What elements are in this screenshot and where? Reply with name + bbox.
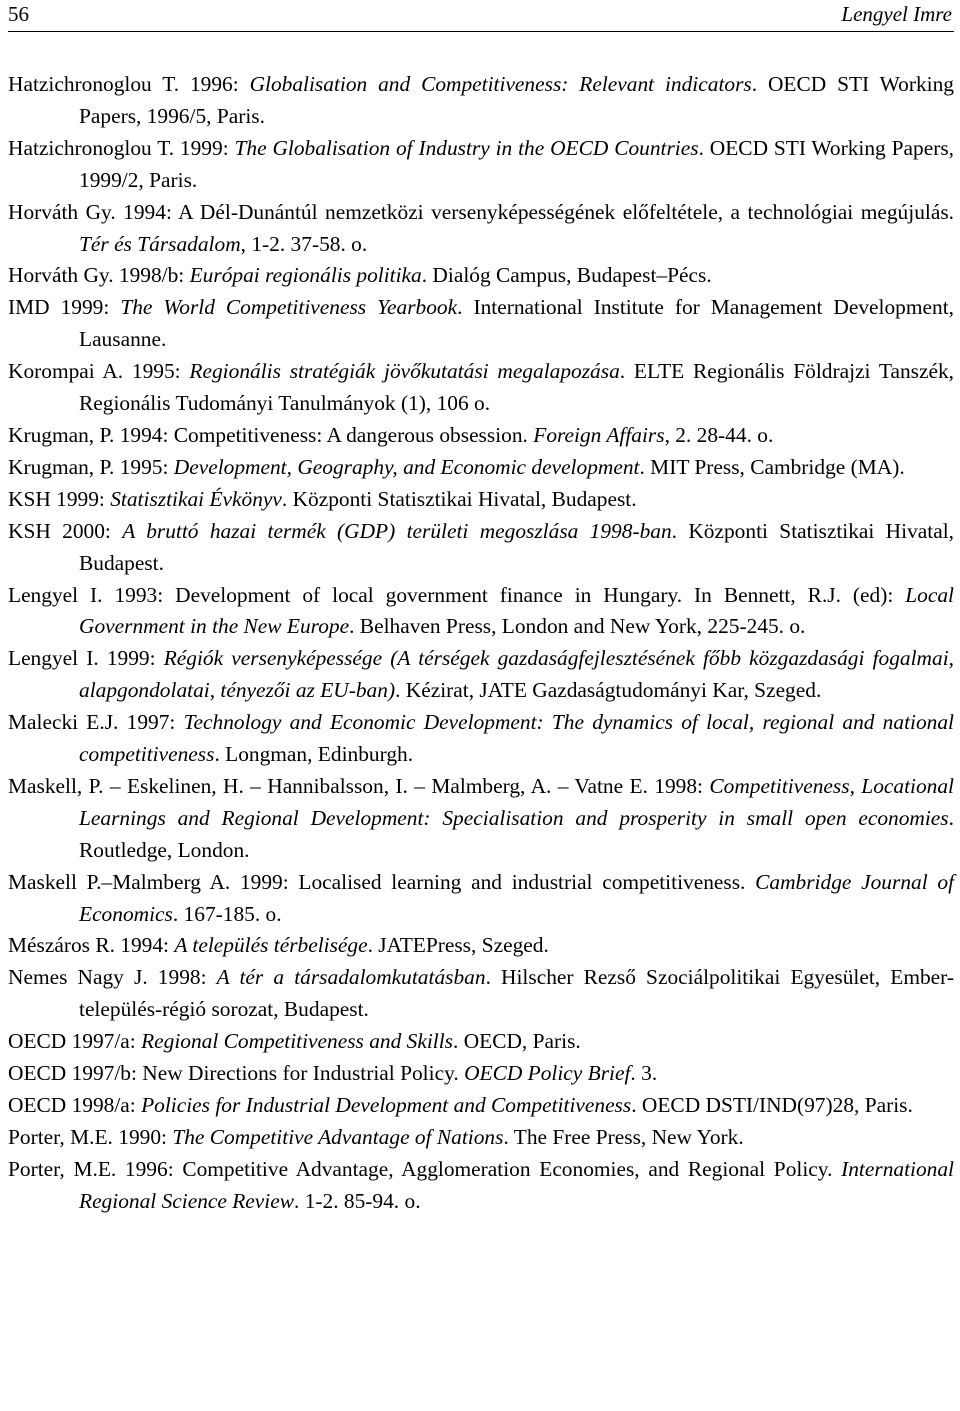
reference-title: Európai regionális politika bbox=[189, 263, 422, 288]
reference-text: . OECD, Paris. bbox=[453, 1029, 581, 1054]
reference-text: Mészáros R. 1994: bbox=[8, 933, 175, 958]
reference-text: , 1-2. 37-58. o. bbox=[240, 231, 368, 256]
reference-entry bbox=[8, 867, 954, 931]
reference-text: . Routledge, London. bbox=[79, 805, 954, 862]
reference-entry bbox=[8, 197, 954, 261]
reference-text: Maskell, P. – Eskelinen, H. – Hannibalsson, I. – Malmberg, A. – Vatne E. 1998: bbox=[8, 773, 710, 798]
reference-text: . ELTE Regionális Földrajzi Tanszék, Regionális Tudományi Tanulmányok (1), 106 o. bbox=[79, 359, 954, 416]
reference-text: , 2. 28-44. o. bbox=[664, 422, 774, 447]
reference-entry bbox=[8, 260, 954, 292]
reference-entry bbox=[8, 707, 954, 771]
reference-text: . OECD STI Working Papers, 1996/5, Paris. bbox=[79, 72, 954, 128]
reference-title: OECD Policy Brief bbox=[464, 1061, 631, 1086]
reference-title: A település térbelisége bbox=[174, 933, 368, 958]
reference-entry bbox=[8, 69, 954, 133]
reference-text: Krugman, P. 1994: Competitiveness: A dangerous obsession. bbox=[8, 422, 534, 447]
running-author: Lengyel Imre bbox=[841, 2, 952, 26]
reference-text: OECD 1998/a: bbox=[8, 1093, 142, 1117]
reference-entry bbox=[8, 930, 954, 962]
reference-title: Globalisation and Competitiveness: Relevant indicators bbox=[249, 72, 752, 96]
reference-list bbox=[8, 69, 954, 1218]
page-header bbox=[8, 0, 954, 32]
reference-title: International Regional Science Review bbox=[79, 1156, 954, 1213]
reference-text: . JATEPress, Szeged. bbox=[367, 933, 549, 958]
reference-text: OECD 1997/b: New Directions for Industrial Policy. bbox=[8, 1061, 465, 1086]
reference-text: Porter, M.E. 1996: Competitive Advantage, Agglomeration Economies, and Regional Policy. bbox=[8, 1156, 842, 1181]
reference-text: Hatzichronoglou T. 1996: bbox=[8, 72, 250, 96]
reference-title: A tér a társadalomkutatásban bbox=[216, 965, 486, 990]
reference-entry bbox=[8, 1090, 954, 1122]
reference-title: A bruttó hazai termék (GDP) területi megoszlása 1998-ban bbox=[122, 518, 672, 543]
reference-entry bbox=[8, 484, 954, 516]
reference-text: OECD 1997/a: bbox=[8, 1029, 142, 1054]
reference-text: . 167-185. o. bbox=[172, 901, 282, 926]
reference-text: . 3. bbox=[630, 1061, 658, 1086]
reference-text: . 1-2. 85-94. o. bbox=[294, 1188, 421, 1213]
reference-title: Régiók versenyképessége (A térségek gazdaságfejlesztésének főbb közgazdasági fogalmai, alapgondolatai, tényezői az EU-ban) bbox=[79, 646, 954, 703]
reference-text: Porter, M.E. 1990: bbox=[8, 1124, 173, 1149]
reference-title: The Competitive Advantage of Nations bbox=[172, 1124, 504, 1149]
reference-title: Cambridge Journal of Economics bbox=[79, 869, 955, 926]
reference-entry bbox=[8, 1154, 954, 1218]
reference-title: Policies for Industrial Development and Competitiveness bbox=[141, 1093, 632, 1117]
reference-text: KSH 1999: bbox=[8, 486, 111, 511]
reference-title: The World Competitiveness Yearbook bbox=[120, 295, 458, 320]
reference-text: . Longman, Edinburgh. bbox=[214, 742, 414, 767]
reference-text: Nemes Nagy J. 1998: bbox=[8, 965, 217, 990]
reference-entry bbox=[8, 771, 954, 867]
reference-text: KSH 2000: bbox=[8, 518, 123, 543]
document-page bbox=[8, 0, 954, 1218]
reference-text: . Dialóg Campus, Budapest–Pécs. bbox=[421, 263, 712, 288]
reference-text: . Hilscher Rezső Szociálpolitikai Egyesület, Ember-település-régió sorozat, Budapest. bbox=[79, 965, 954, 1022]
reference-text: Krugman, P. 1995: bbox=[8, 454, 174, 479]
reference-entry bbox=[8, 356, 954, 420]
reference-entry bbox=[8, 643, 954, 707]
reference-title: The Globalisation of Industry in the OECD Countries bbox=[234, 135, 699, 160]
reference-entry bbox=[8, 580, 954, 644]
reference-entry bbox=[8, 420, 954, 452]
reference-text: . International Institute for Management Development, Lausanne. bbox=[79, 295, 954, 352]
reference-text: Horváth Gy. 1998/b: bbox=[8, 263, 190, 288]
reference-text: Korompai A. 1995: bbox=[8, 359, 190, 384]
reference-text: Lengyel I. 1993: Development of local government finance in Hungary. In Bennett, R.J. (ed): bbox=[8, 582, 906, 607]
reference-text: Lengyel I. 1999: bbox=[8, 646, 164, 671]
reference-entry bbox=[8, 962, 954, 1026]
reference-entry bbox=[8, 1058, 954, 1090]
reference-title: Development, Geography, and Economic development bbox=[173, 454, 640, 479]
reference-title: Statisztikai Évkönyv bbox=[110, 486, 282, 511]
reference-text: . Kézirat, JATE Gazdaságtudományi Kar, Szeged. bbox=[395, 678, 822, 703]
reference-text: . Belhaven Press, London and New York, 225-245. o. bbox=[349, 614, 806, 639]
reference-text: . OECD DSTI/IND(97)28, Paris. bbox=[631, 1093, 913, 1117]
reference-text: . Központi Statisztikai Hivatal, Budapest. bbox=[281, 486, 637, 511]
reference-text: . MIT Press, Cambridge (MA). bbox=[639, 454, 905, 479]
reference-entry bbox=[8, 292, 954, 356]
reference-entry bbox=[8, 1026, 954, 1058]
reference-title: Regional Competitiveness and Skills bbox=[141, 1029, 453, 1054]
reference-entry bbox=[8, 516, 954, 580]
reference-entry bbox=[8, 1122, 954, 1154]
reference-text: . OECD STI Working Papers, 1999/2, Paris. bbox=[79, 135, 954, 192]
reference-text: . The Free Press, New York. bbox=[503, 1124, 744, 1149]
page-number: 56 bbox=[8, 2, 29, 26]
reference-title: Technology and Economic Development: The dynamics of local, regional and national competitiveness bbox=[79, 710, 954, 767]
reference-title: Foreign Affairs bbox=[533, 422, 665, 447]
reference-text: . Központi Statisztikai Hivatal, Budapest. bbox=[79, 518, 954, 575]
reference-text: Horváth Gy. 1994: A Dél-Dunántúl nemzetközi versenyképességének előfeltétele, a technológiai megújulás. bbox=[8, 199, 954, 224]
reference-title: Tér és Társadalom bbox=[79, 231, 241, 256]
reference-title: Competitiveness, Locational Learnings and Regional Development: Specialisation and prosperity in small open economies bbox=[79, 773, 954, 830]
reference-title: Regionális stratégiák jövőkutatási megalapozása bbox=[189, 359, 620, 384]
reference-title: Local Government in the New Europe bbox=[79, 582, 954, 639]
reference-text: Maskell P.–Malmberg A. 1999: Localised learning and industrial competitiveness. bbox=[8, 869, 756, 894]
reference-entry bbox=[8, 452, 954, 484]
reference-text: Hatzichronoglou T. 1999: bbox=[8, 135, 235, 160]
reference-entry bbox=[8, 133, 954, 197]
reference-text: Malecki E.J. 1997: bbox=[8, 710, 184, 735]
reference-text: IMD 1999: bbox=[8, 295, 121, 320]
